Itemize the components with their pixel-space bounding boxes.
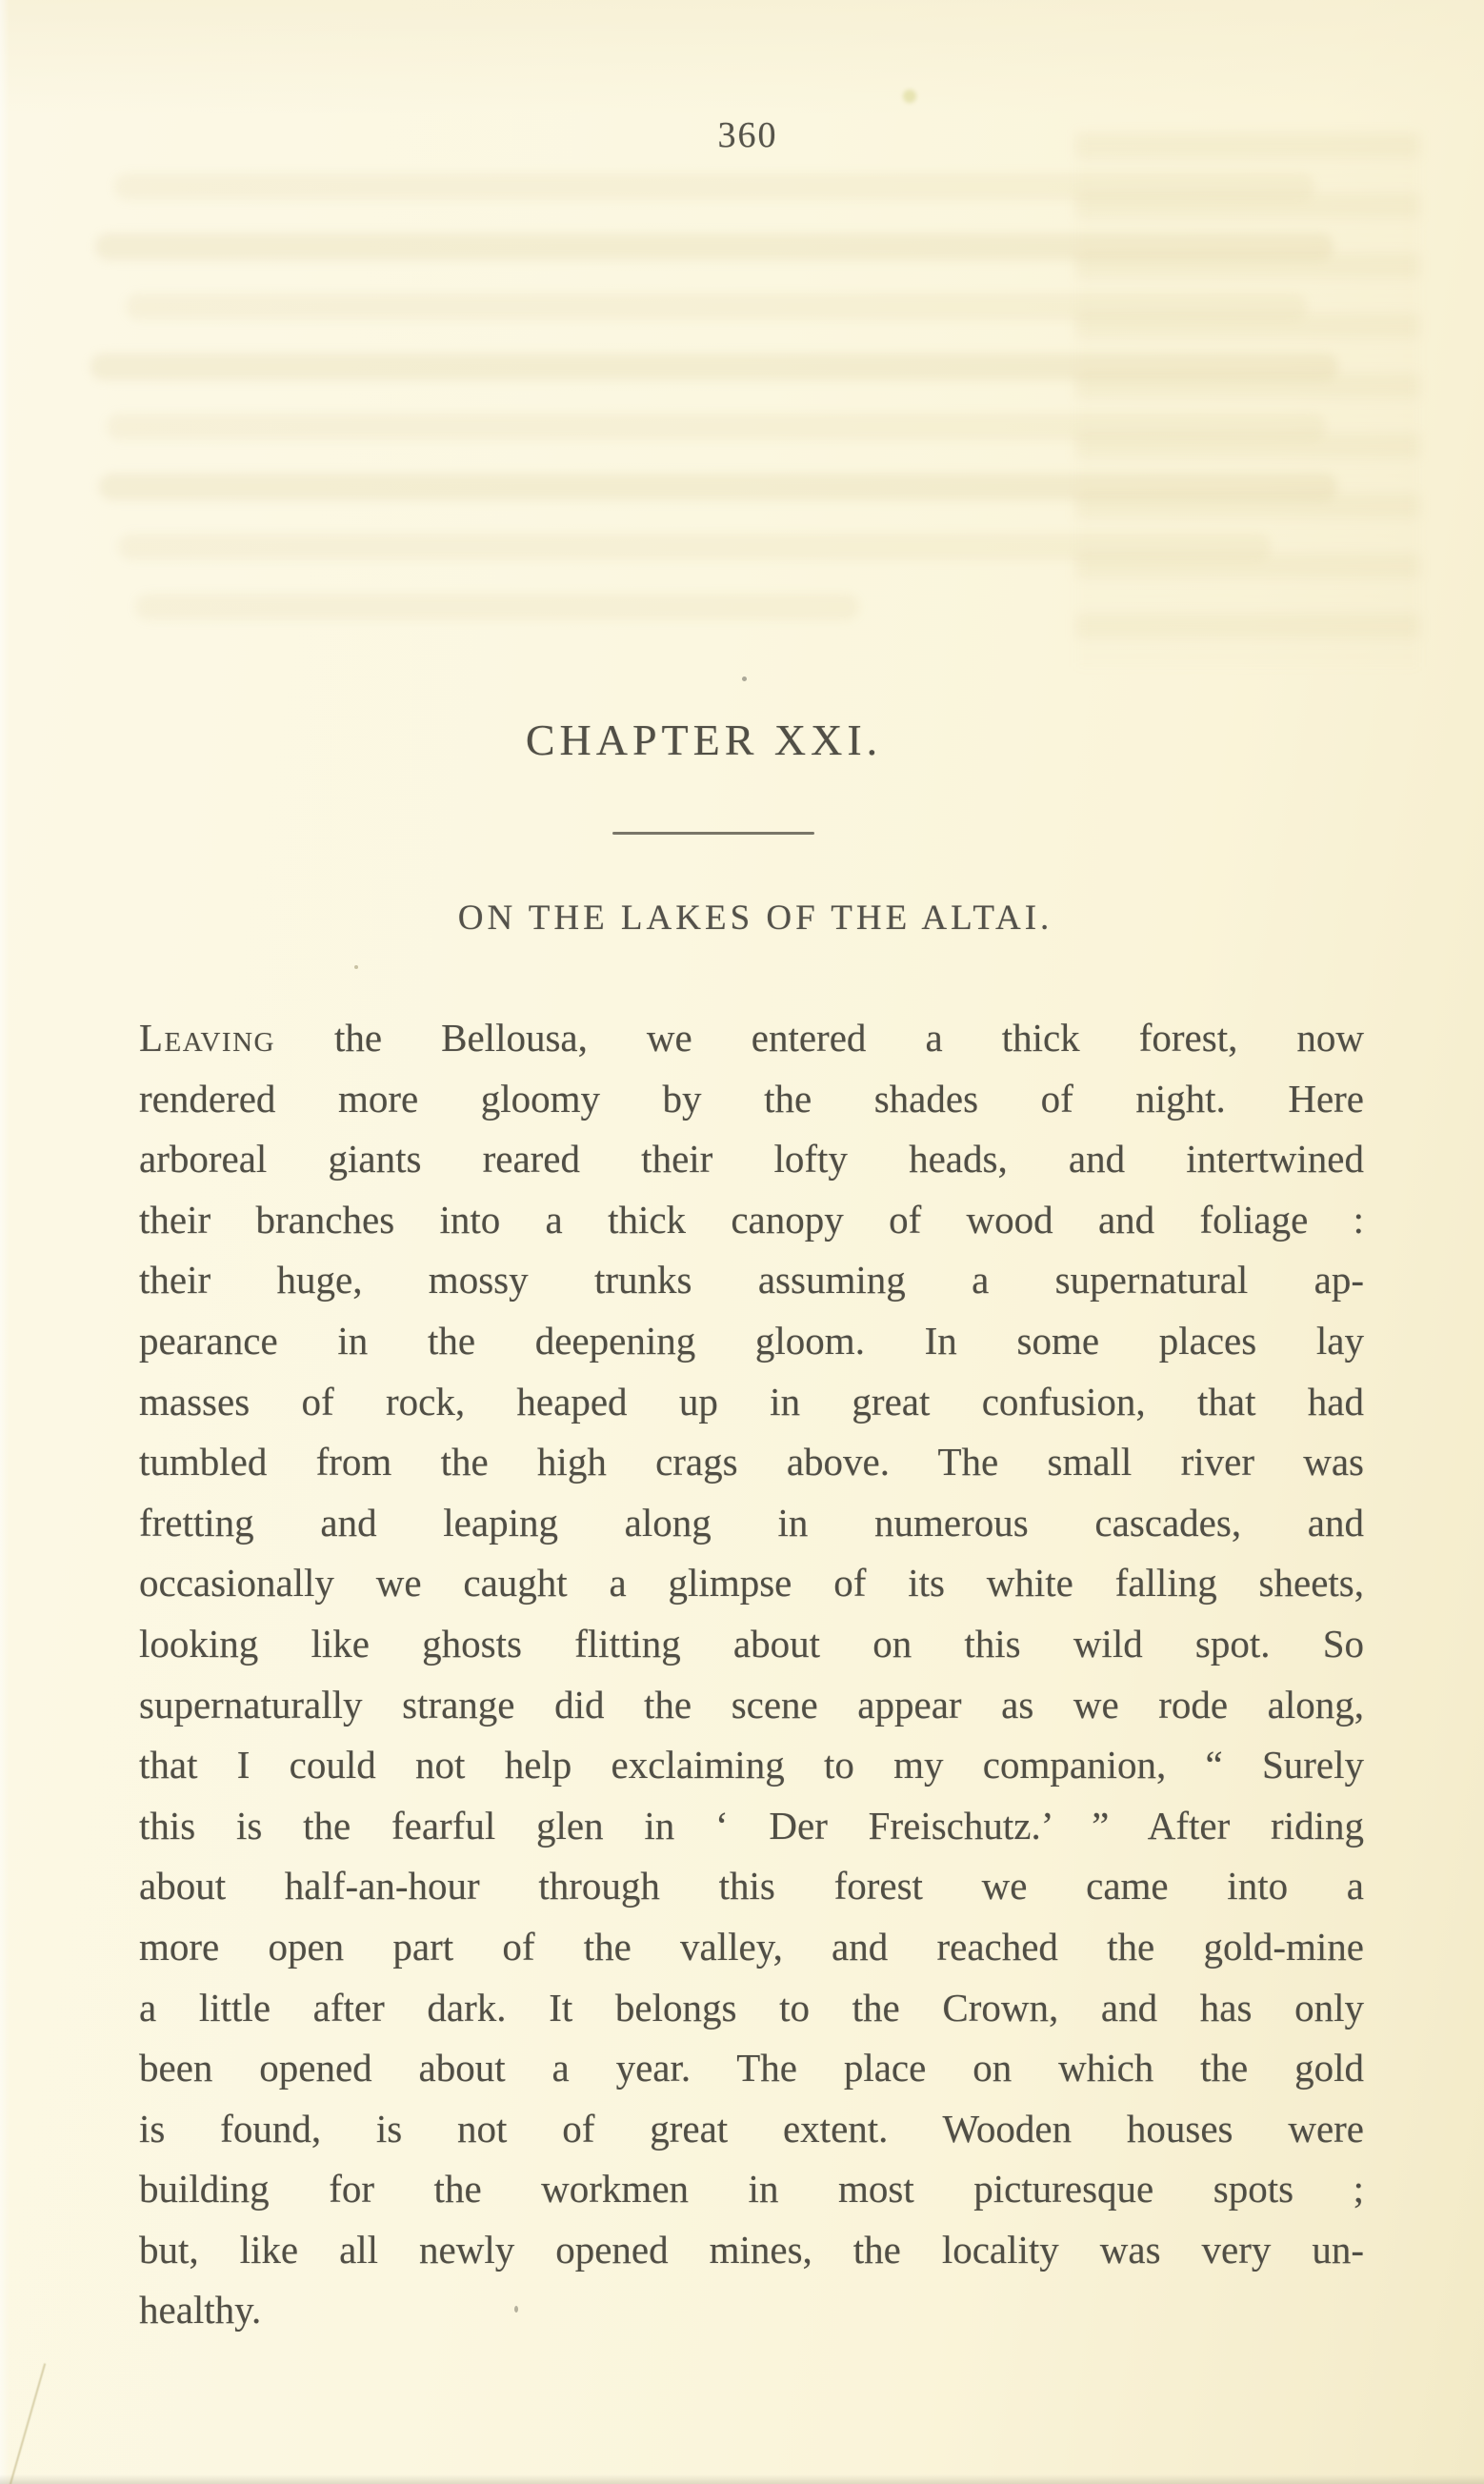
text-line: healthy.	[139, 2288, 262, 2333]
showthrough-line	[135, 594, 859, 620]
text-line: tumbled from the high crags above. The small river was	[139, 1440, 1364, 1484]
body-paragraph	[139, 1008, 1364, 2341]
first-line-rest: the Bellousa, we entered a thick forest, now	[274, 1016, 1364, 1060]
lead-word-smallcaps: Leaving	[139, 1016, 275, 1060]
text-line: rendered more gloomy by the shades of night. Here	[139, 1076, 1364, 1121]
text-line: pearance in the deepening gloom. In some places lay	[139, 1318, 1364, 1363]
text-line: supernaturally strange did the scene appear as we rode along,	[139, 1682, 1364, 1727]
showthrough-line	[126, 293, 1307, 320]
text-line: but, like all newly opened mines, the locality was very un-	[139, 2227, 1364, 2272]
scan-hairline	[10, 2363, 46, 2484]
scan-edge-left	[0, 0, 10, 2484]
text-line: masses of rock, heaped up in great confusion, that had	[139, 1379, 1364, 1424]
showthrough-line	[118, 534, 1271, 560]
showthrough-line	[99, 474, 1337, 500]
text-line-first	[139, 1008, 1364, 1069]
text-line: fretting and leaping along in numerous cascades, and	[139, 1500, 1364, 1545]
text-line: looking like ghosts flitting about on this wild spot. So	[139, 1621, 1364, 1666]
showthrough-line	[114, 173, 1314, 200]
text-line: been opened about a year. The place on which the gold	[139, 2046, 1364, 2090]
text-line: occasionally we caught a glimpse of its white falling sheets,	[139, 1561, 1364, 1606]
text-line: that I could not help exclaiming to my companion, “ Surely	[139, 1743, 1364, 1787]
paper-speck	[742, 677, 747, 681]
text-line: arboreal giants reared their lofty heads, and intertwined	[139, 1137, 1364, 1181]
text-line: more open part of the valley, and reached the gold-mine	[139, 1924, 1364, 1969]
text-line: is found, is not of great extent. Wooden houses were	[139, 2106, 1364, 2151]
paper-speck	[903, 90, 916, 103]
text-line: a little after dark. It belongs to the Crown, and has only	[139, 1985, 1364, 2030]
chapter-heading: CHAPTER XXI.	[525, 716, 883, 764]
divider-rule	[612, 832, 814, 835]
text-line: building for the workmen in most picturesque spots ;	[139, 2167, 1364, 2211]
showthrough-patch	[1076, 133, 1419, 667]
body-lines-container	[139, 1069, 1364, 2341]
showthrough-line	[107, 414, 1326, 440]
page-number: 360	[717, 115, 778, 155]
text-line: this is the fearful glen in ‘ Der Freischutz.’ ” After riding	[139, 1803, 1364, 1848]
showthrough-line	[90, 353, 1338, 380]
text-line: their branches into a thick canopy of wood and foliage :	[139, 1197, 1364, 1242]
text-line: their huge, mossy trunks assuming a supernatural ap-	[139, 1258, 1364, 1303]
text-line: about half-an-hour through this forest we came into a	[139, 1864, 1364, 1908]
scan-edge-bottom	[0, 2474, 1484, 2484]
showthrough-line	[95, 233, 1334, 260]
paper-speck	[354, 965, 358, 969]
section-heading: ON THE LAKES OF THE ALTAI.	[457, 899, 1053, 938]
